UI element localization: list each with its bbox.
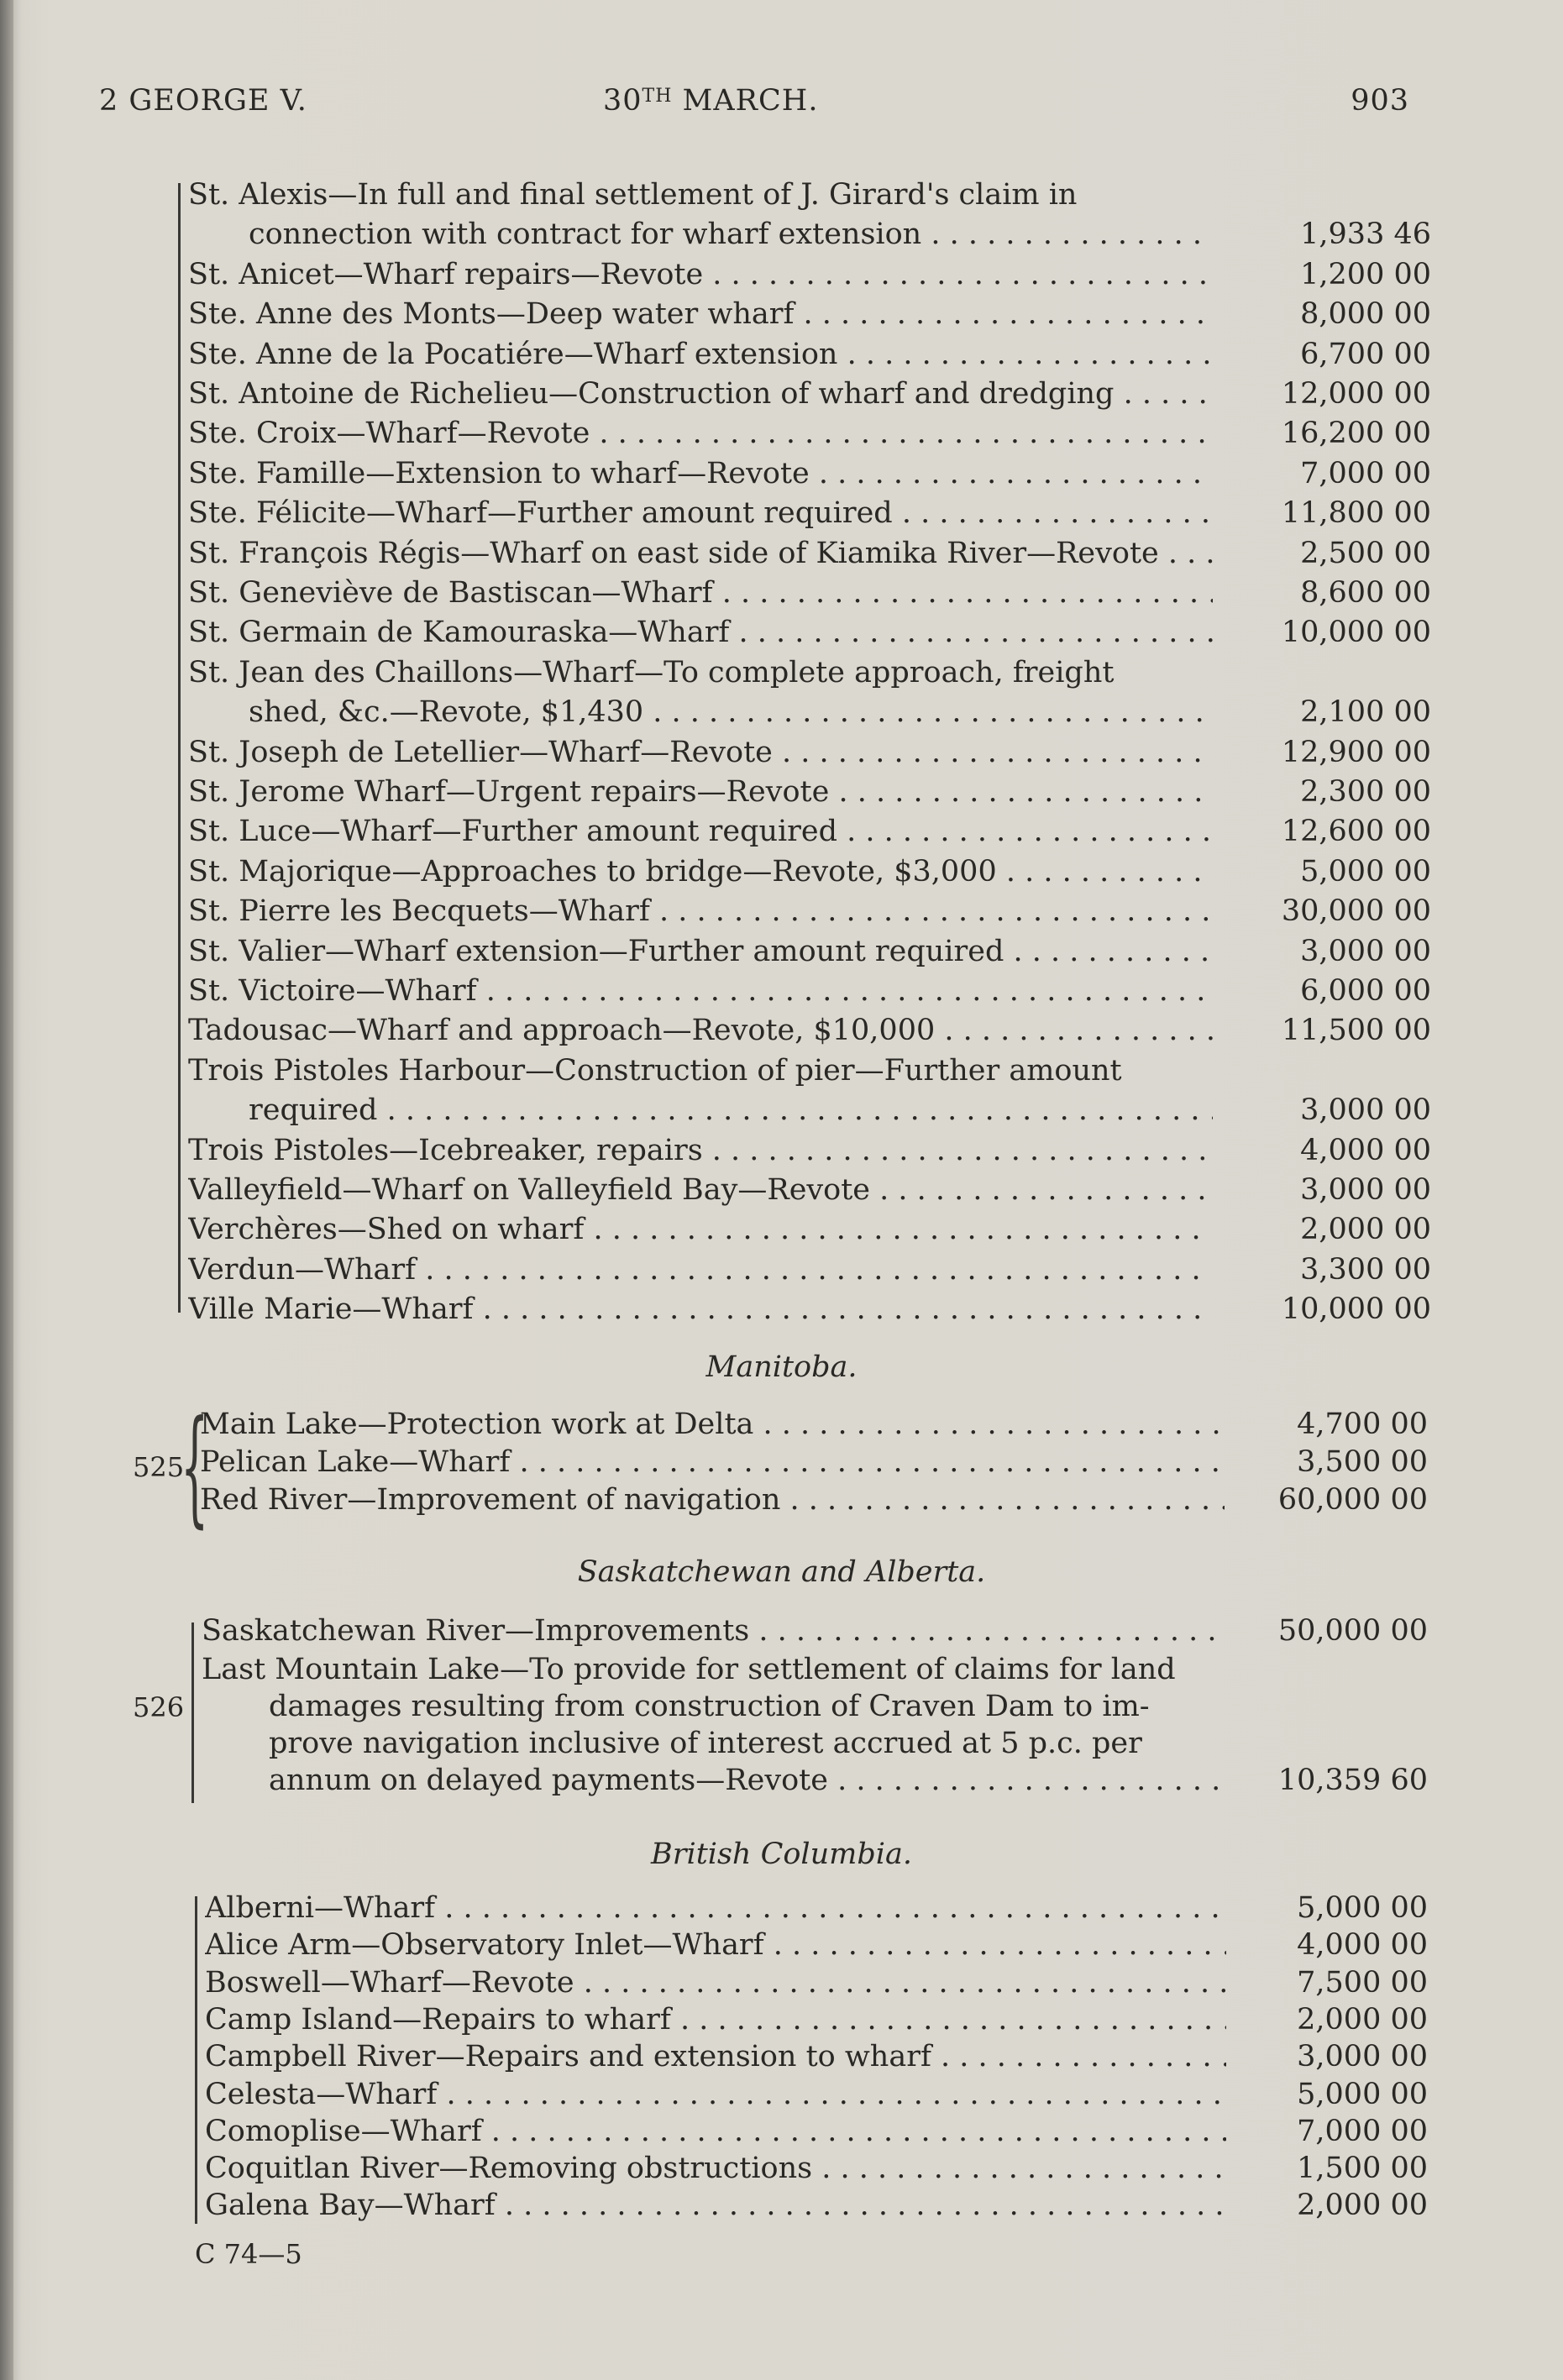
- item-description: St. Majorique—Approaches to bridge—Revote, $3,000 . . .: [188, 855, 1213, 889]
- item-amount: 7,500 00: [1297, 1965, 1428, 2000]
- item-amount: 3,000 00: [1297, 2040, 1428, 2074]
- item-description: Boswell—Wharf—Revote . . .: [205, 1966, 1226, 2000]
- item-description: St. Luce—Wharf—Further amount required . . .: [188, 815, 1213, 848]
- item-amount: 5,000 00: [1300, 854, 1431, 889]
- item-amount: 3,000 00: [1300, 934, 1431, 968]
- saskatchewan-heading: Saskatchewan and Alberta.: [577, 1555, 986, 1589]
- item-description: Ville Marie—Wharf . . .: [188, 1292, 1213, 1326]
- item-description: Comoplise—Wharf . . .: [205, 2115, 1226, 2148]
- item-description: Verchères—Shed on wharf . . .: [188, 1213, 1213, 1246]
- item-description: St. Victoire—Wharf . . .: [188, 974, 1213, 1008]
- item-amount: 3,000 00: [1300, 1173, 1431, 1207]
- item-description: Ste. Croix—Wharf—Revote . . .: [188, 417, 1213, 450]
- item-description: connection with contract for wharf extension . . .: [249, 218, 1213, 251]
- item-amount: 7,000 00: [1300, 456, 1431, 490]
- item-amount: 4,700 00: [1297, 1408, 1428, 1441]
- item-description: Camp Island—Repairs to wharf . . .: [205, 2003, 1226, 2037]
- manitoba-heading: Manitoba.: [705, 1350, 858, 1384]
- item-amount: 60,000 00: [1277, 1483, 1428, 1517]
- list-item: [188, 894, 1431, 933]
- item-amount: 10,000 00: [1281, 616, 1431, 650]
- list-item: [188, 417, 1431, 455]
- item-amount: 16,200 00: [1281, 417, 1431, 451]
- item-amount: 8,000 00: [1300, 297, 1431, 332]
- list-item: [188, 377, 1431, 416]
- item-amount: 2,000 00: [1300, 1213, 1431, 1247]
- page-header: [99, 84, 1409, 126]
- item-description: St. Joseph de Letellier—Wharf—Revote . . .: [188, 736, 1213, 769]
- list-item-continuation: damages resulting from construction of Craven Dam to im-: [269, 1690, 1150, 1723]
- item-description: St. Pierre les Becquets—Wharf . . .: [188, 894, 1213, 928]
- item-amount: 3,500 00: [1297, 1445, 1428, 1479]
- list-item: [188, 258, 1431, 296]
- item-amount: 2,500 00: [1300, 536, 1431, 570]
- list-item: [200, 1408, 1428, 1446]
- item-amount: 1,200 00: [1300, 257, 1431, 291]
- list-item: [188, 1134, 1431, 1172]
- item-amount: 5,000 00: [1297, 2077, 1428, 2111]
- list-item: [188, 537, 1431, 575]
- page-number: 903: [1351, 84, 1409, 118]
- list-item: [188, 616, 1431, 654]
- list-item: [188, 656, 1431, 695]
- list-item: [200, 1445, 1428, 1484]
- item-description: Tadousac—Wharf and approach—Revote, $10,000 . . .: [188, 1014, 1213, 1047]
- item-description: St. Geneviève de Bastiscan—Wharf . . .: [188, 576, 1213, 610]
- list-item: [188, 297, 1431, 336]
- signature-mark: C 74—5: [195, 2238, 302, 2270]
- list-item: [188, 1014, 1431, 1052]
- item-description: St. Anicet—Wharf repairs—Revote . . .: [188, 258, 1213, 291]
- item-description: St. Valier—Wharf extension—Further amount required . . .: [188, 935, 1213, 968]
- list-item: [205, 1928, 1428, 1967]
- list-item: [205, 2152, 1428, 2190]
- list-item: [188, 338, 1431, 376]
- item-description: Verdun—Wharf . . .: [188, 1253, 1213, 1287]
- list-item: Saskatchewan River—Improvements . . . 50,000 00: [202, 1614, 1428, 1653]
- item-amount: 7,000 00: [1297, 2114, 1428, 2148]
- manitoba-brace: {: [181, 1394, 209, 1540]
- list-item: [205, 1891, 1428, 1930]
- item-description: Celesta—Wharf . . .: [205, 2078, 1226, 2111]
- book-spine-shadow: [0, 0, 13, 2380]
- list-item: [188, 815, 1431, 853]
- item-description: St. Germain de Kamouraska—Wharf . . .: [188, 616, 1213, 649]
- item-description: Trois Pistoles—Icebreaker, repairs . . .: [188, 1134, 1213, 1167]
- list-item: [188, 496, 1431, 535]
- item-amount: 11,500 00: [1281, 1014, 1431, 1048]
- item-amount: 3,300 00: [1300, 1252, 1431, 1287]
- list-item: [205, 1966, 1428, 2005]
- list-item: [188, 736, 1431, 774]
- list-item: [188, 457, 1431, 495]
- list-item: [205, 2078, 1428, 2116]
- item-amount: 8,600 00: [1300, 576, 1431, 610]
- item-description: Alberni—Wharf . . .: [205, 1891, 1226, 1925]
- item-number-525: 525: [133, 1451, 185, 1483]
- list-item: [188, 1253, 1431, 1292]
- list-item: [205, 2115, 1428, 2153]
- header-left: 2 GEORGE V.: [99, 84, 307, 118]
- item-description: Alice Arm—Observatory Inlet—Wharf . . .: [205, 1928, 1226, 1962]
- item-description: Pelican Lake—Wharf . . .: [200, 1445, 1225, 1479]
- list-item: [205, 2040, 1428, 2079]
- item-description: St. Jerome Wharf—Urgent repairs—Revote . . .: [188, 775, 1213, 809]
- quebec-bracket-line: [178, 183, 181, 1313]
- header-date: 30TH MARCH.: [603, 84, 819, 118]
- item-description: St. François Régis—Wharf on east side of Kiamika River—Revote . . .: [188, 537, 1213, 570]
- list-item: [188, 1292, 1431, 1331]
- item-amount: 2,000 00: [1297, 2189, 1428, 2223]
- list-item: [205, 2003, 1428, 2042]
- list-item-continuation: [249, 1093, 1431, 1132]
- list-item: [188, 1213, 1431, 1251]
- list-item: [200, 1483, 1428, 1522]
- item-number-526: 526: [133, 1691, 185, 1723]
- item-description: Ste. Félicite—Wharf—Further amount required . . .: [188, 496, 1213, 530]
- list-item: [188, 1054, 1431, 1093]
- item-description: Ste. Famille—Extension to wharf—Revote . . .: [188, 457, 1213, 490]
- list-item: [188, 576, 1431, 615]
- item-description: Main Lake—Protection work at Delta . . .: [200, 1408, 1225, 1441]
- item-description: Galena Bay—Wharf . . .: [205, 2189, 1226, 2222]
- list-item: [188, 855, 1431, 894]
- item-amount: 11,800 00: [1281, 496, 1431, 531]
- item-amount: 4,000 00: [1297, 1928, 1428, 1963]
- list-item: [188, 935, 1431, 973]
- item-amount: 2,300 00: [1300, 775, 1431, 809]
- bc-bracket-line: [195, 1896, 197, 2224]
- item-description: required . . .: [249, 1093, 1213, 1127]
- list-item: [188, 178, 1431, 217]
- item-amount: 6,000 00: [1300, 974, 1431, 1008]
- item-amount: 4,000 00: [1300, 1133, 1431, 1167]
- item-amount: 6,700 00: [1300, 337, 1431, 371]
- item-description: St. Alexis—In full and final settlement of J. Girard's claim in: [188, 178, 1078, 212]
- british-columbia-heading: British Columbia.: [651, 1837, 912, 1871]
- item-description: Campbell River—Repairs and extension to wharf . . .: [205, 2040, 1226, 2073]
- item-amount: 12,900 00: [1281, 735, 1431, 769]
- item-amount: 1,933 46: [1300, 218, 1431, 252]
- list-item-continuation: annum on delayed payments—Revote . . . 10,359 60: [269, 1764, 1428, 1802]
- list-item: [188, 775, 1431, 814]
- item-description: St. Jean des Chaillons—Wharf—To complete approach, freight: [188, 655, 1115, 689]
- item-amount: 2,100 00: [1300, 695, 1431, 730]
- list-item: Last Mountain Lake—To provide for settlement of claims for land: [202, 1653, 1176, 1686]
- item-amount: 2,000 00: [1297, 2002, 1428, 2037]
- item-description: Trois Pistoles Harbour—Construction of pier—Further amount: [188, 1053, 1122, 1088]
- item-amount: 12,600 00: [1281, 815, 1431, 849]
- item-description: Valleyfield—Wharf on Valleyfield Bay—Revote . . .: [188, 1173, 1213, 1207]
- list-item-continuation: [249, 218, 1431, 256]
- item-description: shed, &c.—Revote, $1,430 . . .: [249, 695, 1213, 729]
- item-description: Coquitlan River—Removing obstructions . . .: [205, 2152, 1226, 2185]
- item-description: Ste. Anne de la Pocatiére—Wharf extension . . .: [188, 338, 1213, 371]
- item-amount: 3,000 00: [1300, 1093, 1431, 1128]
- item-description: Red River—Improvement of navigation . . .: [200, 1483, 1225, 1517]
- list-item: [188, 1173, 1431, 1212]
- item-amount: 5,000 00: [1297, 1891, 1428, 1925]
- item-description: St. Antoine de Richelieu—Construction of wharf and dredging . . .: [188, 377, 1213, 411]
- list-item: [205, 2189, 1428, 2227]
- list-item-continuation: prove navigation inclusive of interest accrued at 5 p.c. per: [269, 1727, 1142, 1760]
- list-item-continuation: [249, 695, 1431, 734]
- item-amount: 12,000 00: [1281, 377, 1431, 411]
- item-description: Ste. Anne des Monts—Deep water wharf . . .: [188, 297, 1213, 331]
- saskatchewan-bracket-line: [191, 1622, 194, 1803]
- item-amount: 1,500 00: [1297, 2152, 1428, 2186]
- item-amount: 30,000 00: [1281, 894, 1431, 929]
- item-amount: 10,000 00: [1281, 1292, 1431, 1327]
- list-item: [188, 974, 1431, 1013]
